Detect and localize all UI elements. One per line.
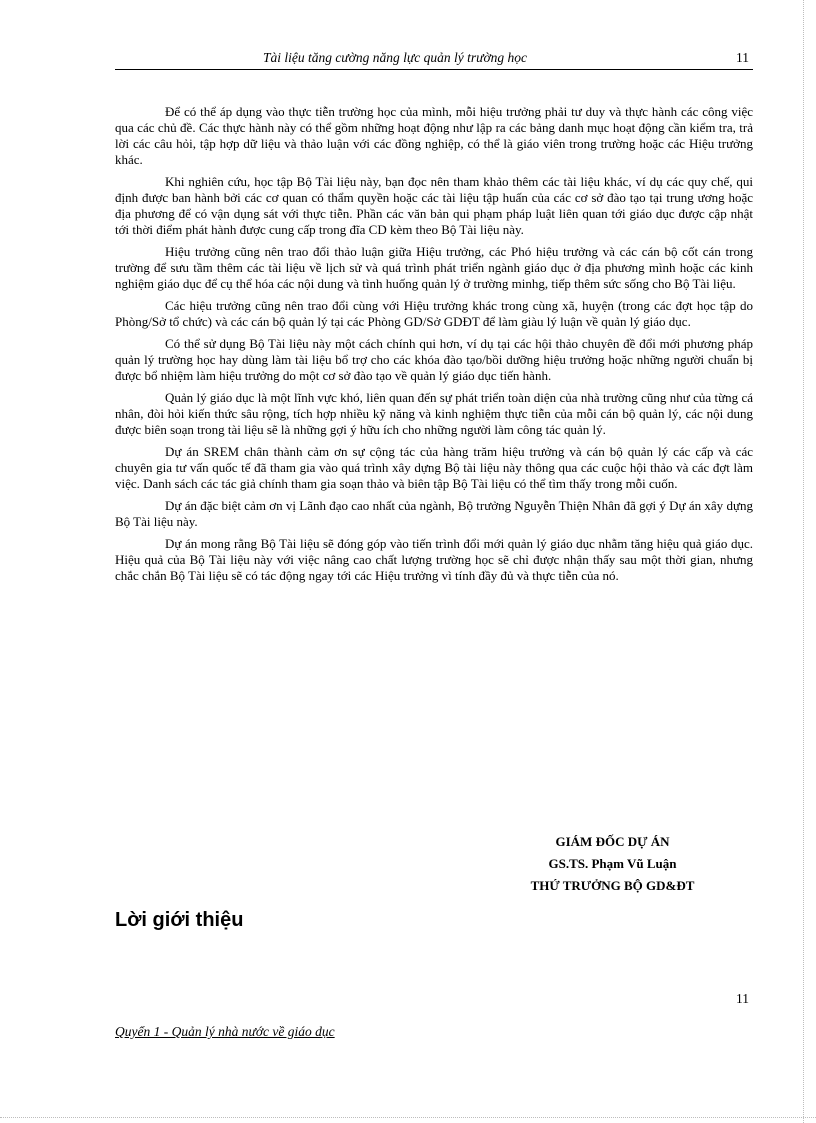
signature-title: THỨ TRƯỞNG BỘ GD&ĐT — [530, 878, 695, 893]
header-page-number: 11 — [736, 50, 749, 65]
paragraph: Để có thể áp dụng vào thực tiễn trường học của mình, mỗi hiệu trưởng phải tư duy và thực hành các công việc qua các chủ đề. Các thực hành này có thể gồm những hoạt động như lập ra các bảng danh mục hoạt động cần kiểm tra, trả lời các câu hỏi, tập hợp dữ liệu và thảo luận với các đồng nghiệp, có thể là giáo viên trong trường hoặc các Hiệu trưởng khác. — [115, 104, 753, 167]
footer-page-number: 11 — [736, 991, 749, 1006]
signature-name: GS.TS. Phạm Vũ Luận — [548, 856, 677, 871]
section-heading: Lời giới thiệu — [115, 909, 244, 931]
signature-block — [505, 831, 720, 897]
body-text — [115, 104, 753, 590]
paragraph: Dự án đặc biệt cảm ơn vị Lãnh đạo cao nhất của ngành, Bộ trưởng Nguyễn Thiện Nhân đã gợi ý Dự án xây dựng Bộ Tài liệu này. — [115, 498, 753, 529]
page-edge-bottom — [0, 1117, 816, 1118]
paragraph: Dự án mong rằng Bộ Tài liệu sẽ đóng góp vào tiến trình đổi mới quản lý giáo dục nhằm tăng hiệu quả giáo dục. Hiệu quả của Bộ Tài liệu này với việc nâng cao chất lượng trường học sẽ chỉ được nhận thấy sau một thời gian, nhưng chắc chắn Bộ Tài liệu sẽ có tác động ngay tới các Hiệu trưởng vì tính đầy đủ và thực tiễn của nó. — [115, 536, 753, 583]
signature-position: GIÁM ĐỐC DỰ ÁN — [555, 834, 670, 849]
paragraph: Có thể sử dụng Bộ Tài liệu này một cách chính qui hơn, ví dụ tại các hội thảo chuyên đề đổi mới phương pháp quản lý trường học hay dùng làm tài liệu bổ trợ cho các khóa đào tạo/bồi dưỡng hiệu trưởng hoặc những người chuẩn bị được bổ nhiệm làm hiệu trưởng do một cơ sở đào tạo về quản lý giáo dục tiến hành. — [115, 336, 753, 383]
paragraph: Dự án SREM chân thành cảm ơn sự cộng tác của hàng trăm hiệu trưởng và cán bộ quản lý các cấp và các chuyên gia tư vấn quốc tế đã tham gia vào quá trình xây dựng Bộ tài liệu này thông qua các cuộc hội thảo và các đợt làm việc. Danh sách các tác giả chính tham gia soạn thảo và biên tập Bộ Tài liệu có thể tìm thấy trong mỗi cuốn. — [115, 444, 753, 491]
paragraph: Quản lý giáo dục là một lĩnh vực khó, liên quan đến sự phát triển toàn diện của nhà trường cũng như của từng cá nhân, đòi hỏi kiến thức sâu rộng, tích hợp nhiều kỹ năng và kinh nghiệm thực tiễn của mỗi cán bộ quản lý, các nội dung được biên soạn trong tài liệu sẽ là những gợi ý hữu ích cho những người làm công tác quản lý. — [115, 390, 753, 437]
paragraph: Khi nghiên cứu, học tập Bộ Tài liệu này, bạn đọc nên tham khảo thêm các tài liệu khác, ví dụ các quy chế, qui định được ban hành bởi các cơ quan có thẩm quyền hoặc các tài liệu tập huấn của các cơ sở đào tạo tại trung ương hoặc địa phương để có vận dụng sát với thực tiễn. Phần các văn bản qui phạm pháp luật liên quan tới giáo dục được cập nhật tới thời điểm phát hành được cung cấp trong đĩa CD kèm theo Bộ Tài liệu này. — [115, 174, 753, 237]
header-rule — [115, 69, 753, 70]
footer-book-title: Quyển 1 - Quản lý nhà nước về giáo dục — [115, 1024, 335, 1039]
running-header-title: Tài liệu tăng cường năng lực quản lý trường học — [262, 50, 528, 65]
paragraph: Các hiệu trưởng cũng nên trao đổi cùng với Hiệu trưởng khác trong cùng xã, huyện (trong các đợt học tập do Phòng/Sở tổ chức) và các cán bộ quản lý tại các Phòng GD/Sở GDĐT để làm giàu lý luận về quản lý giáo dục. — [115, 298, 753, 329]
page-edge-right — [803, 0, 804, 1123]
paragraph: Hiệu trưởng cũng nên trao đổi thảo luận giữa Hiệu trưởng, các Phó hiệu trưởng và các cán bộ cốt cán trong trường để sưu tầm thêm các tài liệu về lịch sử và quá trình phát triển ngành giáo dục ở địa phương mình hoặc các kinh nghiệm giáo dục để cụ thể hóa các nội dung và tình huống quản lý ở trường minhg, tiếp thêm sức sống cho Bộ Tài liệu. — [115, 244, 753, 291]
